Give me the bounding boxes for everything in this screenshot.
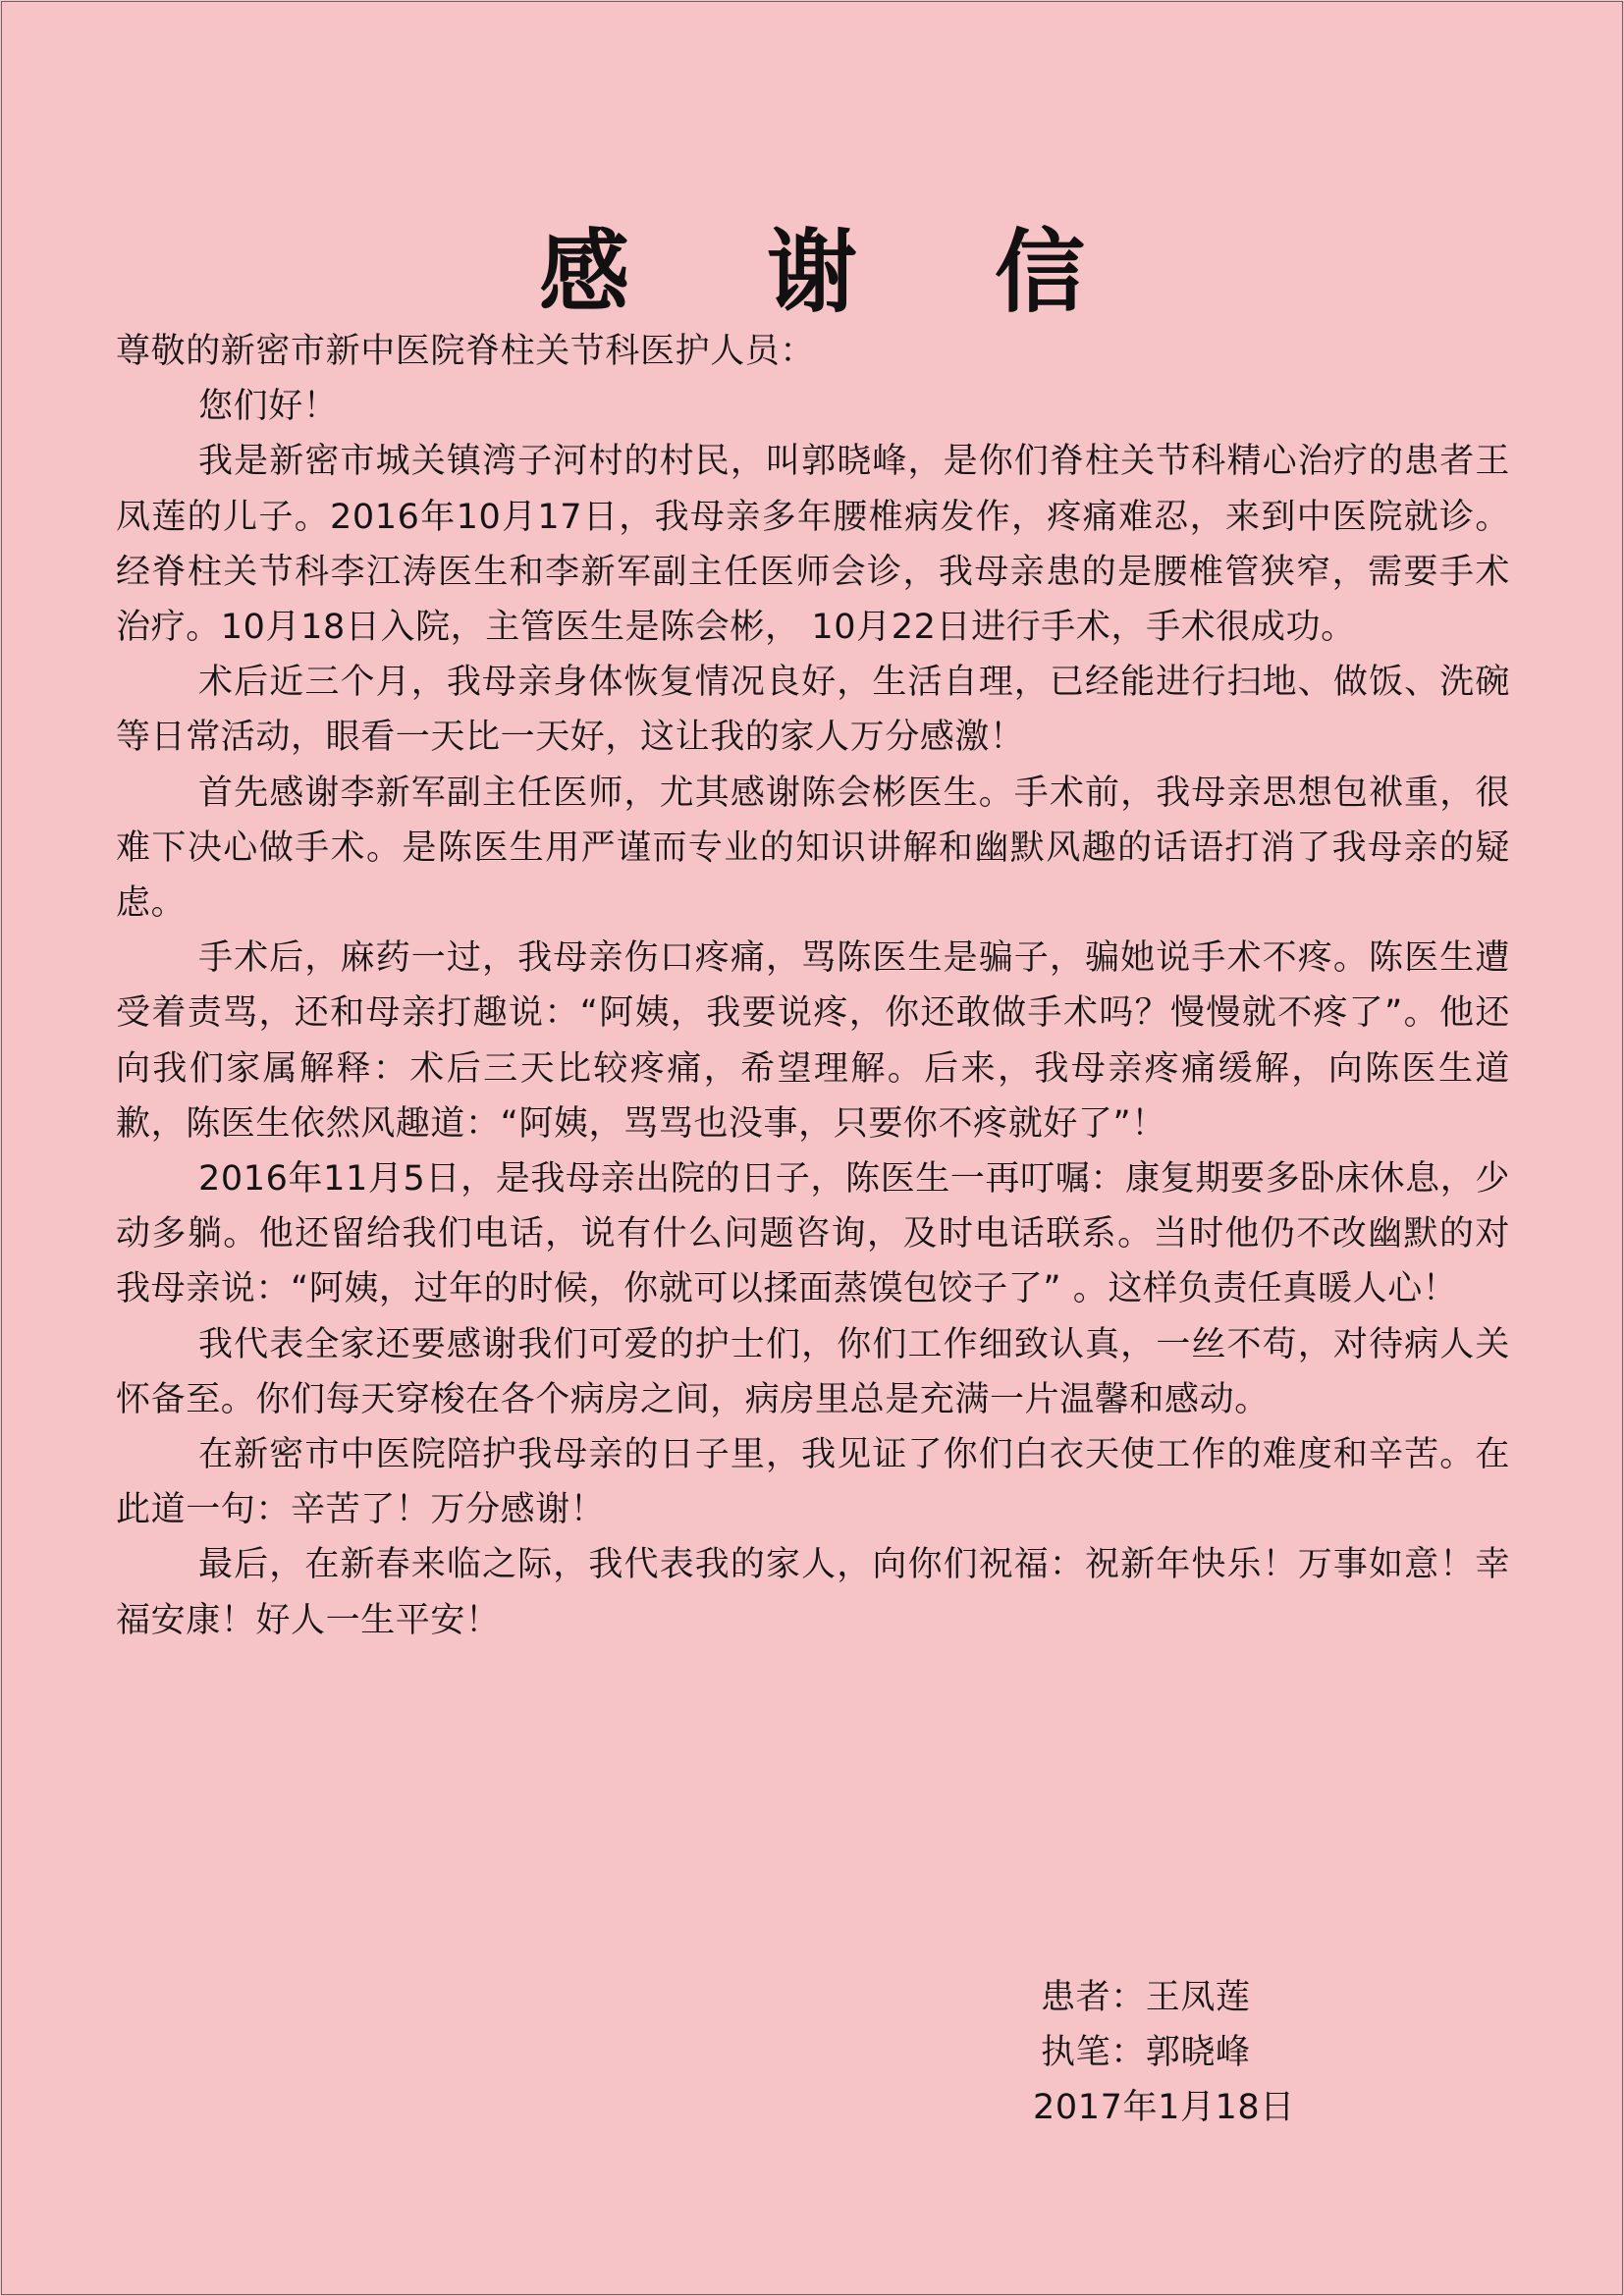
signature-writer: 执笔：郭晓峰 [1041,2033,1251,2072]
signature-patient: 患者：王凤莲 [1041,1978,1251,2017]
letter-body [116,324,1510,1648]
paragraph-discharge: 2016年11月5日，是我母亲出院的日子，陈医生一再叮嘱：康复期要多卧床休息，少动多躺。他还留给我们电话，说有什么问题咨询，及时电话联系。当时他仍不改幽默的对我母亲说：“阿姨，过年的时候，你就可以揉面蒸馍包饺子了” 。这样负责任真暖人心！ [116,1159,1510,1309]
paragraph-thanks-doctors: 首先感谢李新军副主任医师，尤其感谢陈会彬医生。手术前，我母亲思想包袱重，很难下决心做手术。是陈医生用严谨而专业的知识讲解和幽默风趣的话语打消了我母亲的疑虑。 [116,773,1510,924]
signature-date: 2017年1月18日 [1033,2088,1295,2127]
signature-block [1033,1970,1295,2135]
paragraph-after-surgery: 手术后，麻药一过，我母亲伤口疼痛，骂陈医生是骗子，骗她说手术不疼。陈医生遭受着责骂，还和母亲打趣说：“阿姨，我要说疼，你还敢做手术吗？慢慢就不疼了”。他还向我们家属解释：术后三天比较疼痛，希望理解。后来，我母亲疼痛缓解，向陈医生道歉，陈医生依然风趣道：“阿姨，骂骂也没事，只要你不疼就好了”！ [116,938,1510,1144]
letter-title: 感 谢 信 [538,218,1139,325]
paragraph-recovery: 术后近三个月，我母亲身体恢复情况良好，生活自理，已经能进行扫地、做饭、洗碗等日常活动，眼看一天比一天好，这让我的家人万分感激！ [116,663,1510,758]
greeting: 您们好！ [198,387,339,427]
paragraph-closing-wishes: 最后，在新春来临之际，我代表我的家人，向你们祝福：祝新年快乐！万事如意！幸福安康！好人一生平安！ [116,1545,1510,1640]
salutation: 尊敬的新密市新中医院脊柱关节科医护人员： [116,332,816,371]
paragraph-hardship: 在新密市中医院陪护我母亲的日子里，我见证了你们白衣天使工作的难度和辛苦。在此道一句：辛苦了！万分感谢！ [116,1435,1510,1530]
paragraph-introduction: 我是新密市城关镇湾子河村的村民，叫郭晓峰，是你们脊柱关节科精心治疗的患者王凤莲的儿子。2016年10月17日，我母亲多年腰椎病发作，疼痛难忍，来到中医院就诊。经脊柱关节科李江涛医生和李新军副主任医师会诊，我母亲患的是腰椎管狭窄，需要手术治疗。10月18日入院，主管医生是陈会彬， 10月22日进行手术，手术很成功。 [116,442,1510,648]
paragraph-thanks-nurses: 我代表全家还要感谢我们可爱的护士们，你们工作细致认真，一丝不苟，对待病人关怀备至。你们每天穿梭在各个病房之间，病房里总是充满一片温馨和感动。 [116,1324,1510,1419]
